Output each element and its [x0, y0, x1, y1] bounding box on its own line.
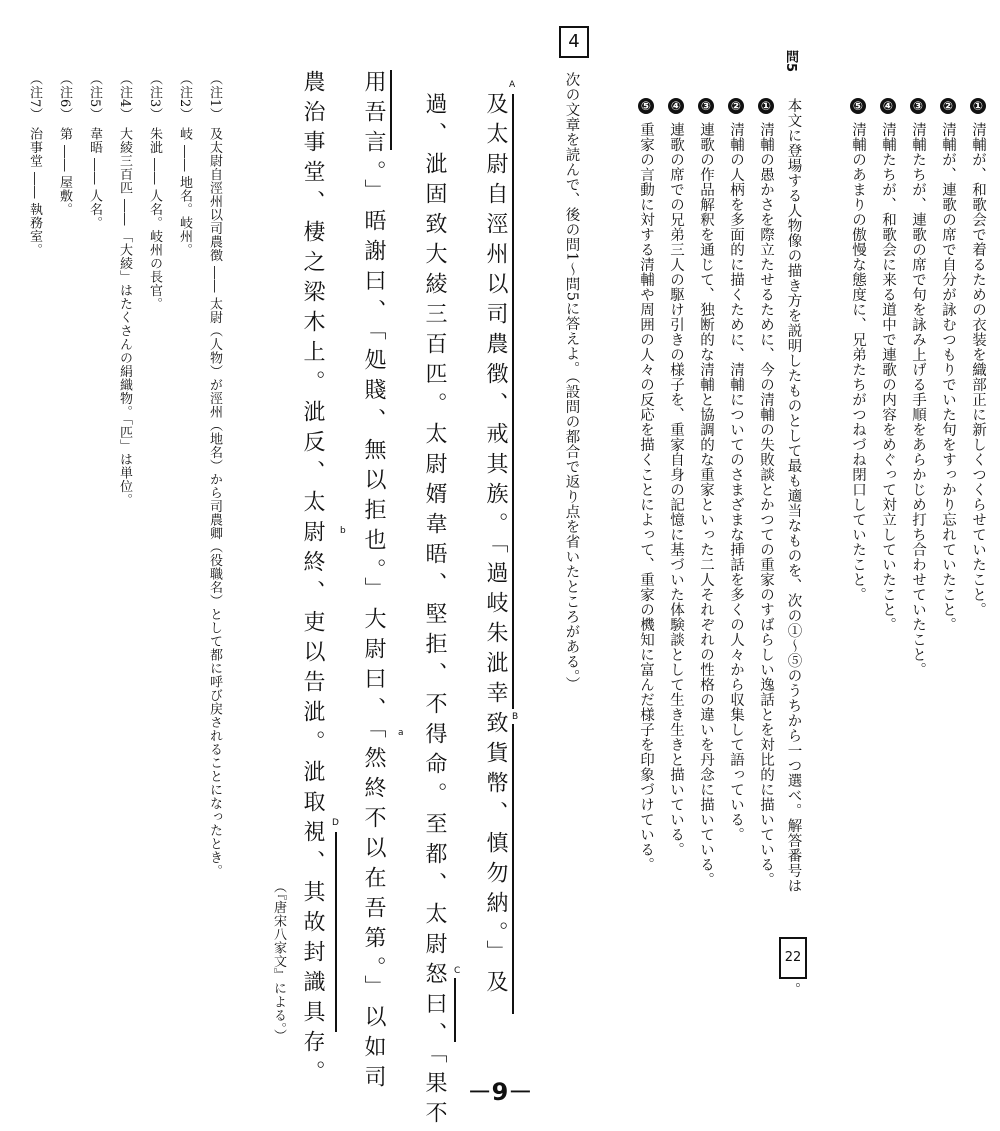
underline-A-tail — [390, 70, 392, 150]
underline-C — [454, 978, 456, 1042]
marker-a: a — [398, 728, 404, 738]
kanbun-column-2: 過、泚固致大綾三百匹。太尉婿韋晤、堅拒、不得命。至都、太尉怒曰、「果不 — [422, 92, 447, 1131]
source-citation: （『唐宋八家文』による。） — [271, 880, 286, 1043]
note-1: （注1）及太尉自涇州以司農徴――太尉（人物）が涇州（地名）から司農卿（役職名）として都に呼び戻されることになったとき。 — [207, 72, 222, 878]
marker-B: B — [512, 712, 519, 722]
kanbun-column-4: 農治事堂、棲之梁木上。泚反、太尉終、吏以告泚。泚取視、其故封識具存。 — [300, 70, 325, 1090]
answer-box[interactable]: 22 — [779, 937, 807, 979]
note-7: （注7）治事堂――執務室。 — [27, 72, 42, 257]
note-3: （注3）朱泚――人名。岐州の長官。 — [147, 72, 162, 311]
note-5: （注5）韋晤――人名。 — [87, 72, 102, 230]
underline-A — [512, 94, 514, 709]
underline-B — [512, 724, 514, 1014]
section-instruction: 次の文章を読んで、後の問1～問5に答えよ。（設問の都合で返り点を省いたところがある。） — [563, 72, 580, 692]
section-number-box: 4 — [559, 26, 589, 58]
question5-tail: 。 — [785, 982, 801, 996]
marker-C: C — [454, 966, 461, 976]
note-2: （注2）岐――地名。岐州。 — [177, 72, 192, 257]
kanbun-column-1: 及太尉自涇州以司農徴、戒其族。「過岐朱泚幸致貨幣、慎勿納。」及 — [483, 92, 508, 1000]
page-number: －9－ — [467, 1078, 533, 1106]
marker-D: D — [332, 818, 339, 828]
note-6: （注6）第――屋敷。 — [57, 72, 72, 217]
marker-A: A — [509, 80, 516, 90]
kanbun-column-3: 用吾言。」晤謝曰、「処賤、無以拒也。」大尉曰、「然終不以在吾第。」以如司 — [361, 70, 386, 1095]
marker-b: b — [340, 526, 346, 536]
question5-stem: 本文に登場する人物像の描き方を説明したものとして最も適当なものを、次の①～⑤のうちから一つ選べ。解答番号は — [785, 98, 802, 893]
question5-label: 問5 — [783, 50, 798, 73]
note-4: （注4）大綾三百匹――「大綾」はたくさんの絹織物。「匹」は単位。 — [117, 72, 132, 507]
underline-D — [335, 832, 337, 1032]
